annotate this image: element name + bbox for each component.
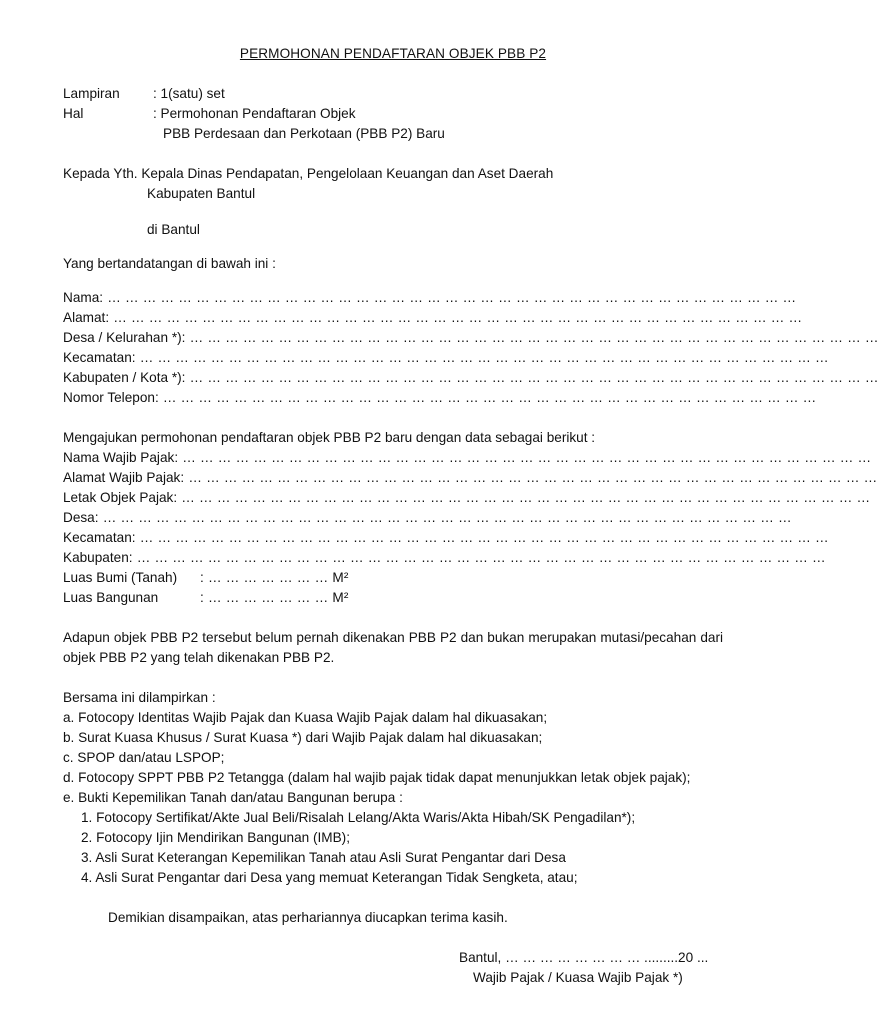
field-label: Kecamatan (63, 350, 132, 365)
field-row (63, 288, 797, 308)
hal-row (63, 104, 723, 124)
field-row (63, 348, 829, 368)
field-blank: : … … … … … … … … … … … … … … … … … … … … … … … … … … … … … … … … … … … … … … … (174, 450, 872, 465)
field-blank: : … … … … … … … M² (200, 570, 349, 585)
field-row (63, 388, 817, 408)
field-row (63, 548, 826, 568)
lampiran-value: : 1(satu) set (153, 86, 225, 101)
list-item: a. Fotocopy Identitas Wajib Pajak dan Kuasa Wajib Pajak dalam hal dikuasakan; (63, 710, 548, 725)
list-item: b. Surat Kuasa Khusus / Surat Kuasa *) dari Wajib Pajak dalam hal dikuasakan; (63, 730, 543, 745)
attachments-intro: Bersama ini dilampirkan : (63, 690, 216, 705)
field-blank: : … … … … … … … … … … … … … … … … … … … … … … … … … … … … … … … … … … … … … … … (180, 470, 878, 485)
field-blank: : … … … … … … … … … … … … … … … … … … … … … … … … … … … … … … … … … … … … … … … (173, 490, 871, 505)
letter-body (63, 44, 879, 988)
document-title: PERMOHONAN PENDAFTARAN OBJEK PBB P2 (239, 46, 547, 61)
field-row (63, 568, 723, 588)
field-label: Desa / Kelurahan *) (63, 330, 182, 345)
list-item: c. SPOP dan/atau LSPOP; (63, 750, 225, 765)
hal-value-continued: PBB Perdesaan dan Perkotaan (PBB P2) Baru (163, 126, 445, 141)
field-label: Alamat (63, 310, 106, 325)
field-blank: : … … … … … … … … … … … … … … … … … … … … … … … … … … … … … … … … … … … … … … … (94, 510, 792, 525)
field-row (63, 448, 872, 468)
field-blank: : … … … … … … … … … … … … … … … … … … … … … … … … … … … … … … … … … … … … … … … (128, 550, 826, 565)
field-blank: : … … … … … … … … … … … … … … … … … … … … … … … … … … … … … … … … … … … … … … … (131, 350, 829, 365)
field-row (63, 308, 803, 328)
field-label: Luas Bangunan (63, 590, 159, 605)
list-item: 3. Asli Surat Keterangan Kepemilikan Tanah atau Asli Surat Pengantar dari Desa (81, 850, 566, 865)
field-row (63, 368, 879, 388)
closing-text: Demikian disampaikan, atas perhariannya diucapkan terima kasih. (108, 910, 508, 925)
attachments-list (63, 708, 723, 808)
field-row (63, 328, 879, 348)
list-item: 4. Asli Surat Pengantar dari Desa yang memuat Keterangan Tidak Sengketa, atau; (81, 870, 578, 885)
field-blank: : … … … … … … … … … … … … … … … … … … … … … … … … … … … … … … … … … … … … … … … (105, 310, 803, 325)
field-label: Luas Bumi (Tanah) (63, 570, 178, 585)
field-blank: : … … … … … … … … … … … … … … … … … … … … … … … … … … … … … … … … … … … … … (154, 390, 817, 405)
signature-date-line: Bantul, … … … … … … … … .........20 ... (459, 950, 709, 965)
list-item: 2. Fotocopy Ijin Mendirikan Bangunan (IMB); (81, 830, 350, 845)
field-blank: : … … … … … … … … … … … … … … … … … … … … … … … … … … … … … … … … … … … … … … … (181, 330, 879, 345)
lampiran-row (63, 84, 723, 104)
recipient-location: di Bantul (147, 222, 200, 237)
list-item: 1. Fotocopy Sertifikat/Akte Jual Beli/Risalah Lelang/Akta Waris/Akta Hibah/SK Pengadilan*); (81, 810, 636, 825)
field-row (63, 528, 829, 548)
field-blank: : … … … … … … … … … … … … … … … … … … … … … … … … … … … … … … … … … … … … … … … (181, 370, 879, 385)
list-item: d. Fotocopy SPPT PBB P2 Tetangga (dalam hal wajib pajak tidak dapat menunjukkan letak objek pajak); (63, 770, 691, 785)
field-row (63, 488, 871, 508)
field-label: Desa (63, 510, 95, 525)
field-row (63, 508, 792, 528)
ownership-proof-list (63, 808, 723, 888)
field-row (63, 588, 723, 608)
statement-paragraph: Adapun objek PBB P2 tersebut belum pernah dikenakan PBB P2 dan bukan merupakan mutasi/pecahan dari objek PBB P2 yang telah dikenakan PBB P2. (63, 630, 723, 665)
field-label: Kabupaten / Kota *) (63, 370, 182, 385)
intro-text: Yang bertandatangan di bawah ini : (63, 256, 276, 271)
hal-label: Hal (63, 106, 84, 121)
recipient-region: Kabupaten Bantul (147, 186, 256, 201)
signature-signer: Wajib Pajak / Kuasa Wajib Pajak *) (473, 970, 683, 985)
object-fields (63, 448, 878, 608)
field-row (63, 468, 878, 488)
field-label: Letak Objek Pajak (63, 490, 174, 505)
field-label: Kabupaten (63, 550, 129, 565)
field-blank: : … … … … … … … M² (200, 590, 349, 605)
applicant-fields (63, 288, 879, 408)
field-label: Kecamatan (63, 530, 132, 545)
field-blank: : … … … … … … … … … … … … … … … … … … … … … … … … … … … … … … … … … … … … … … … (99, 290, 797, 305)
object-intro: Mengajukan permohonan pendaftaran objek PBB P2 baru dengan data sebagai berikut : (63, 430, 596, 445)
list-item: e. Bukti Kepemilikan Tanah dan/atau Bangunan berupa : (63, 790, 403, 805)
field-label: Nomor Telepon (63, 390, 155, 405)
field-label: Nama (63, 290, 100, 305)
field-blank: : … … … … … … … … … … … … … … … … … … … … … … … … … … … … … … … … … … … … … … … (131, 530, 829, 545)
recipient-line: Kepada Yth. Kepala Dinas Pendapatan, Pengelolaan Keuangan dan Aset Daerah (63, 166, 554, 181)
field-label: Nama Wajib Pajak (63, 450, 175, 465)
hal-value: : Permohonan Pendaftaran Objek (153, 106, 356, 121)
lampiran-label: Lampiran (63, 86, 120, 101)
field-label: Alamat Wajib Pajak (63, 470, 181, 485)
